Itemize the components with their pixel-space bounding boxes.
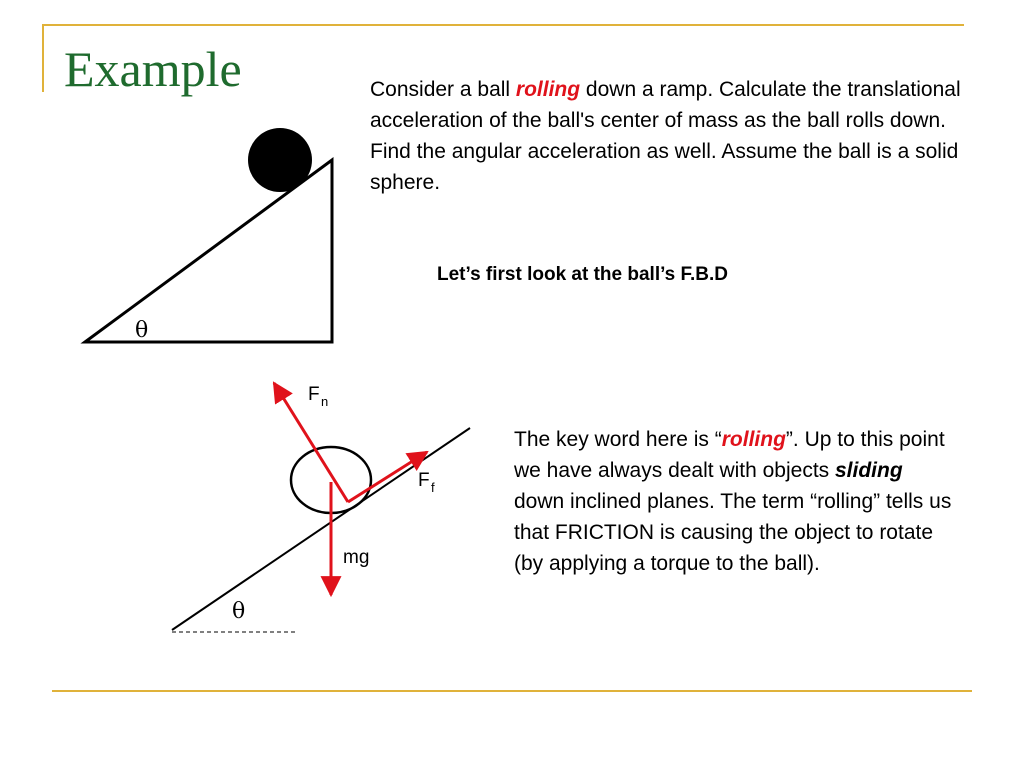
friction-force-label: F [418, 470, 430, 491]
problem-emphasis-rolling: rolling [515, 78, 581, 101]
fbd-diagram [172, 383, 470, 632]
problem-text-part2: down a ramp. Calculate the translational acceleration of the ball's center of mass as the ball rolls down. Find the angular acceleration as well. Assume the ball is a solid sphere. [370, 78, 961, 194]
problem-text-part1: Consider a ball [370, 78, 516, 101]
explanation-emphasis-rolling: rolling [721, 428, 786, 451]
explanation-text-part3: down inclined planes. The term “rolling” tells us that FRICTION is causing the object to rotate (by applying a torque to the ball). [514, 490, 952, 575]
weight-label: mg [343, 547, 370, 568]
friction-force-arrow [348, 452, 427, 502]
normal-force-label: F [308, 384, 320, 405]
explanation-text-part2: ”. Up to this point we have always dealt with objects [514, 428, 945, 482]
friction-force-subscript: f [431, 480, 435, 495]
ramp-angle-label: θ [135, 318, 149, 343]
ramp-diagram [85, 128, 332, 343]
rolling-ball [248, 128, 312, 192]
slide-title: Example [64, 41, 242, 97]
explanation-emphasis-sliding: sliding [835, 459, 903, 482]
normal-force-subscript: n [321, 394, 329, 409]
fbd-angle-label: θ [232, 599, 246, 624]
explanation-text-part1: The key word here is “ [514, 428, 722, 451]
fbd-note: Let’s first look at the ball’s F.B.D [437, 264, 729, 285]
